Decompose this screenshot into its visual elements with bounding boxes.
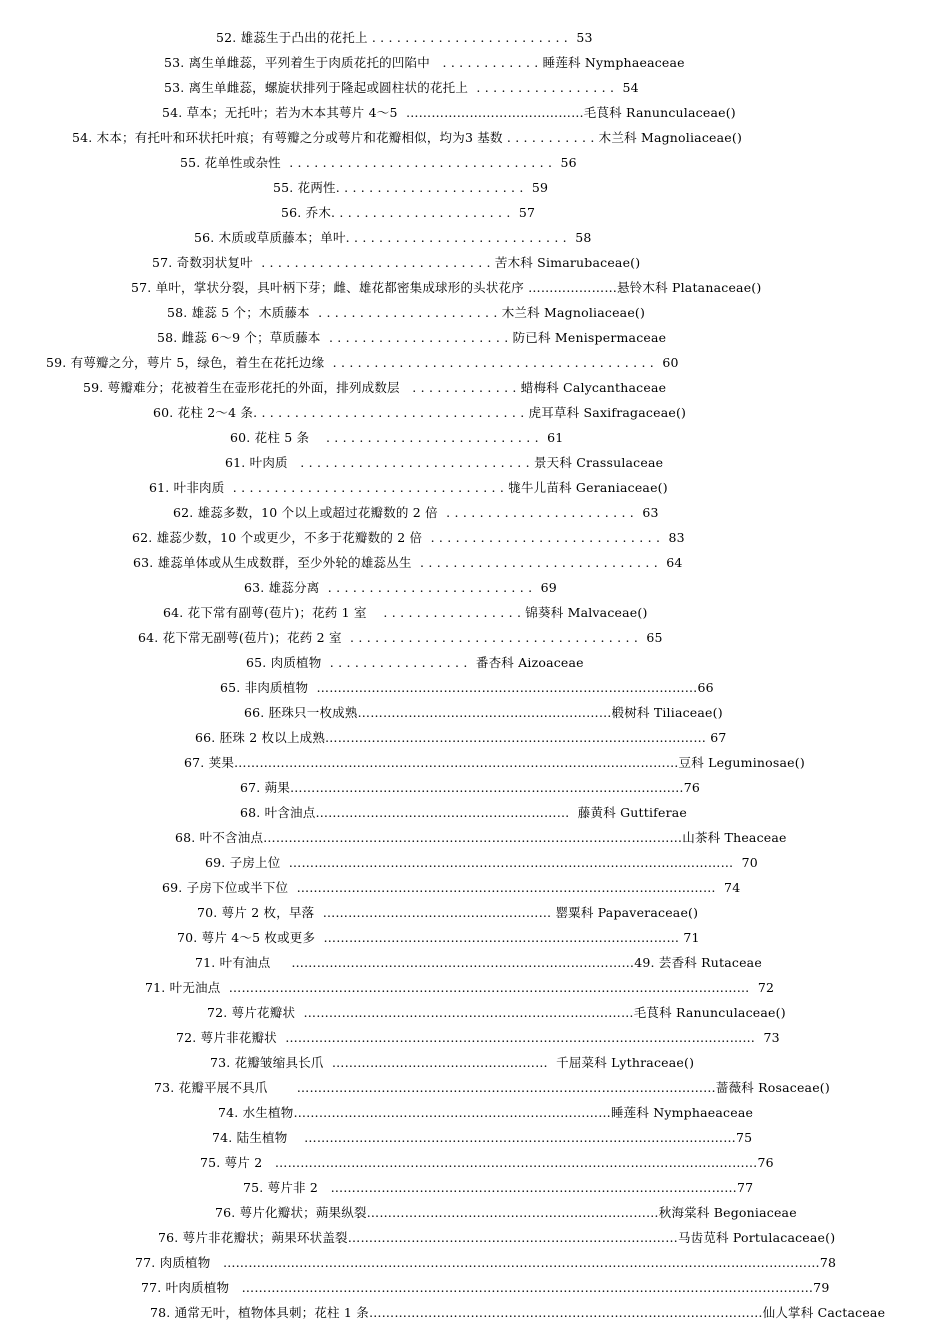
key-entry: 75. 萼片非 2 ……………………………………………………………………………………77 [243,1180,754,1195]
key-entry: 71. 叶有油点 ………………………………………………………………………49. 芸香科 Rutaceae [195,955,762,970]
key-entry: 68. 叶含油点…………………………………………………… 藤黄科 Guttiferae [240,805,688,820]
key-entry: 75. 萼片 2 ……………………………………………………………………………………………………76 [200,1155,774,1170]
key-entry: 60. 花柱 5 条 . . . . . . . . . . . . . . . . . . . . . . . . . . 61 [230,430,564,445]
key-entry: 62. 雄蕊多数，10 个以上或超过花瓣数的 2 倍 . . . . . . . . . . . . . . . . . . . . . . . 63 [173,505,659,520]
key-entry: 70. 萼片 2 枚，早落 ……………………………………………… 罂粟科 Papaveraceae() [197,905,699,920]
key-entry: 65. 非肉质植物 ………………………………………………………………………………66 [220,680,714,695]
key-entry: 76. 萼片化瓣状；蒴果纵裂……………………………………………………………秋海棠科 Begoniaceae [215,1205,797,1220]
key-entry: 53. 离生单雌蕊，螺旋状排列于隆起或圆柱状的花托上 . . . . . . . . . . . . . . . . . 54 [164,80,639,95]
key-entry: 78. 通常无叶，植物体具刺；花柱 1 条…………………………………………………………………………………仙人掌科 Cactaceae [150,1305,886,1320]
key-entry: 56. 木质或草质藤本；单叶. . . . . . . . . . . . . . . . . . . . . . . . . . . 58 [194,230,592,245]
key-entry: 72. 萼片非花瓣状 ………………………………………………………………………………………………… 73 [176,1030,780,1045]
key-entry: 77. 叶肉质植物 ………………………………………………………………………………………………………………………79 [141,1280,830,1295]
key-entry: 74. 水生植物…………………………………………………………………睡莲科 Nymphaeaceae [218,1105,754,1120]
key-entry: 72. 萼片花瓣状 ……………………………………………………………………毛茛科 Ranunculaceae() [207,1005,786,1020]
key-entry: 68. 叶不含油点………………………………………………………………………………………山茶科 Theaceae [175,830,787,845]
key-entry: 58. 雄蕊 5 个；木质藤本 . . . . . . . . . . . . . . . . . . . . . . 木兰科 Magnoliaceae() [167,305,646,320]
key-entry: 66. 胚珠只一枚成熟……………………………………………………椴树科 Tiliaceae() [244,705,723,720]
key-entry: 63. 雄蕊分离 . . . . . . . . . . . . . . . . . . . . . . . . . 69 [244,580,557,595]
key-entry: 69. 子房下位或半下位 ……………………………………………………………………………………… 74 [162,880,741,895]
key-entry: 61. 叶肉质 . . . . . . . . . . . . . . . . . . . . . . . . . . . . 景天科 Crassulaceae [225,455,664,470]
key-entry: 54. 木本；有托叶和环状托叶痕；有萼瓣之分或萼片和花瓣相似，均为3 基数 . . . . . . . . . . . 木兰科 Magnoliaceae() [72,130,743,145]
key-entry: 61. 叶非肉质 . . . . . . . . . . . . . . . . . . . . . . . . . . . . . . . . . 牻牛儿苗科 Geraniaceae() [149,480,668,495]
key-entry: 67. 荚果……………………………………………………………………………………………豆科 Leguminosae() [184,755,805,770]
key-entry: 69. 子房上位 …………………………………………………………………………………………… 70 [205,855,758,870]
key-entry: 52. 雄蕊生于凸出的花托上 . . . . . . . . . . . . . . . . . . . . . . . . 53 [216,30,593,45]
key-entry: 57. 奇数羽状复叶 . . . . . . . . . . . . . . . . . . . . . . . . . . . . 苦木科 Simarubaceae() [152,255,641,270]
key-entry: 74. 陆生植物 …………………………………………………………………………………………75 [212,1130,753,1145]
key-entry: 71. 叶无油点 …………………………………………………………………………………………………………… 72 [145,980,775,995]
key-entry: 70. 萼片 4～5 枚或更多 ………………………………………………………………………… 71 [177,930,700,945]
key-entry: 63. 雄蕊单体或从生成数群，至少外轮的雄蕊丛生 . . . . . . . . . . . . . . . . . . . . . . . . . . . . . 64 [133,555,683,570]
key-entry: 66. 胚珠 2 枚以上成熟……………………………………………………………………………… 67 [195,730,727,745]
key-entry: 56. 乔木. . . . . . . . . . . . . . . . . . . . . . 57 [281,205,536,220]
key-entry: 77. 肉质植物 ……………………………………………………………………………………………………………………………78 [135,1255,837,1270]
key-entry: 62. 雄蕊少数，10 个或更少，不多于花瓣数的 2 倍 . . . . . . . . . . . . . . . . . . . . . . . . . . . . 83 [132,530,685,545]
key-entry: 54. 草本；无托叶；若为木本其萼片 4～5 ……………………………………毛茛科 Ranunculaceae() [162,105,736,120]
key-entry: 59. 萼瓣难分；花被着生在壶形花托的外面，排列成数层 . . . . . . . . . . . . . 蜡梅科 Calycanthaceae [83,380,667,395]
key-entry: 64. 花下常有副萼(苞片)；花药 1 室 . . . . . . . . . . . . . . . . . 锦葵科 Malvaceae() [163,605,648,620]
key-entry: 59. 有萼瓣之分，萼片 5，绿色，着生在花托边缘 . . . . . . . . . . . . . . . . . . . . . . . . . . . . . . . . . . . . . . . 60 [46,355,679,370]
key-entry: 67. 蒴果…………………………………………………………………………………76 [240,780,701,795]
key-entry: 64. 花下常无副萼(苞片)；花药 2 室 . . . . . . . . . . . . . . . . . . . . . . . . . . . . . . . . . . . 65 [138,630,663,645]
key-entry: 57. 单叶，掌状分裂，具叶柄下芽；雌、雄花都密集成球形的头状花序 …………………悬铃木科 Platanaceae() [131,280,762,295]
key-entry: 76. 萼片非花瓣状；蒴果环状盖裂……………………………………………………………………马齿苋科 Portulacaceae() [158,1230,836,1245]
key-entry: 65. 肉质植物 . . . . . . . . . . . . . . . . . 番杏科 Aizoaceae [246,655,584,670]
key-entry: 58. 雌蕊 6～9 个；草质藤本 . . . . . . . . . . . . . . . . . . . . . . 防已科 Menispermaceae [157,330,667,345]
key-entry: 73. 花瓣皱缩具长爪 …………………………………………… 千屈菜科 Lythraceae() [210,1055,695,1070]
key-entry: 60. 花柱 2～4 条. . . . . . . . . . . . . . . . . . . . . . . . . . . . . . . . . 虎耳草科 Saxifragaceae() [153,405,687,420]
key-entry: 73. 花瓣平展不具爪 ………………………………………………………………………………………蔷薇科 Rosaceae() [154,1080,830,1095]
key-entry: 53. 离生单雌蕊，平列着生于肉质花托的凹陷中 . . . . . . . . . . . . 睡莲科 Nymphaeaceae [164,55,685,70]
key-entry: 55. 花两性. . . . . . . . . . . . . . . . . . . . . . . 59 [273,180,549,195]
key-entry: 55. 花单性或杂性 . . . . . . . . . . . . . . . . . . . . . . . . . . . . . . . . 56 [180,155,577,170]
